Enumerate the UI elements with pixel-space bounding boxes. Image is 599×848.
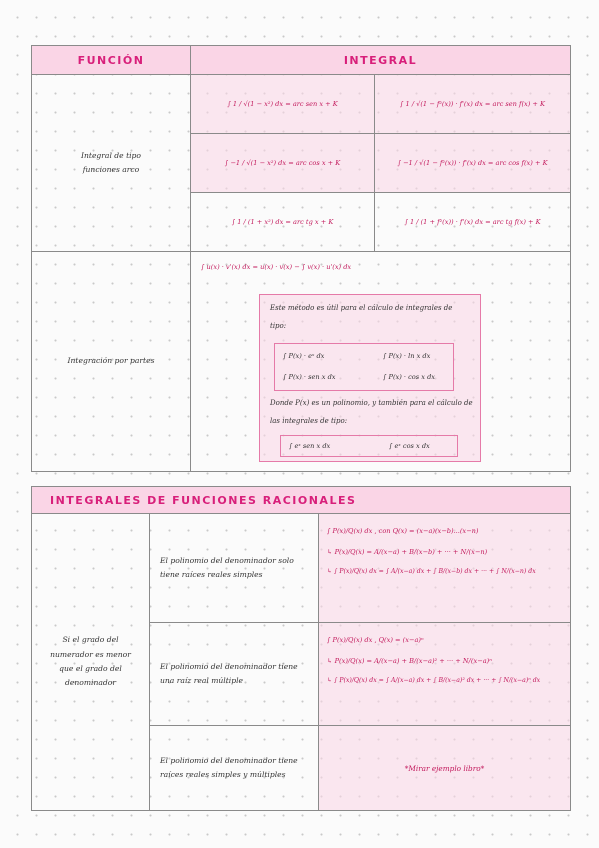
- partes-formula: ∫ u(x) · v'(x) dx = u(x) · v(x) − ∫ v(x) · u'(x) dx: [201, 263, 352, 271]
- arc-formula-6: ∫ 1 / (1 + f²(x)) · f'(x) dx = arc tg f(x) + K: [404, 217, 541, 226]
- partes-note-2: Donde P(x) es un polinomio, y también para el cálculo de las integrales de tipo:: [270, 399, 473, 425]
- partes-types2-box: [280, 435, 458, 457]
- case2-formula-cell: [318, 622, 571, 726]
- partes-type-4: ∫ P(x) · cos x dx: [383, 373, 436, 381]
- partes-types-box: [274, 343, 454, 391]
- case2-label: El polinomio del denominador tiene una raíz real múltiple: [160, 661, 298, 685]
- case1-line-3: ↳ ∫ P(x)/Q(x) dx = ∫ A/(x−a) dx + ∫ B/(x−b) dx + ··· + ∫ N/(x−n) dx: [327, 568, 536, 576]
- arc-formula-5: ∫ 1 / (1 + x²) dx = arc tg x + K: [231, 217, 334, 226]
- partes-type-2: ∫ P(x) · ln x dx: [383, 352, 431, 360]
- partes-info-box: [259, 294, 481, 462]
- header-funcion: [31, 45, 191, 75]
- case1-label: El polinomio del denominador solo tiene raíces reales simples: [160, 555, 294, 579]
- partes-type-3: ∫ P(x) · sen x dx: [283, 373, 336, 381]
- case2-line-3: ↳ ∫ P(x)/Q(x) dx = ∫ A/(x−a) dx + ∫ B/(x−a)² dx + ··· + ∫ N/(x−a)ⁿ dx: [327, 677, 541, 685]
- arc-cell-5: [190, 192, 375, 252]
- header-funcion-text: FUNCIÓN: [77, 53, 145, 67]
- case3-label-cell: [149, 725, 319, 811]
- case2-line-1: ∫ P(x)/Q(x) dx , Q(x) = (x−a)ⁿ: [327, 636, 424, 644]
- case1-line-2: ↳ P(x)/Q(x) = A/(x−a) + B/(x−b) + ··· + N/(x−n): [327, 547, 488, 556]
- arc-formula-3: ∫ −1 / √(1 − x²) dx = arc cos x + K: [224, 158, 341, 167]
- arc-cell-2: [374, 74, 571, 134]
- case2-label-cell: [149, 622, 319, 726]
- racionales-title-text: INTEGRALES DE FUNCIONES RACIONALES: [50, 493, 357, 507]
- partes-cell: [190, 251, 571, 472]
- row2-label-cell: [31, 251, 191, 472]
- case2-line-2: ↳ P(x)/Q(x) = A/(x−a) + B/(x−a)² + ··· + N/(x−a)ⁿ: [327, 656, 492, 665]
- racionales-left-label: Si el grado del numerador es menor que el grado del denominador: [50, 635, 131, 688]
- case1-formula-cell: [318, 513, 571, 623]
- header-integral-text: INTEGRAL: [343, 53, 418, 67]
- arc-cell-1: [190, 74, 375, 134]
- arc-formula-1: ∫ 1 / √(1 − x²) dx = arc sen x + K: [227, 99, 338, 108]
- arc-cell-4: [374, 133, 571, 193]
- row2-label: Integración por partes: [67, 356, 155, 366]
- case3-note-cell: [318, 725, 571, 811]
- row1-label: Integral de tipo funciones arco: [81, 150, 141, 174]
- racionales-left-cell: [31, 513, 150, 811]
- case1-label-cell: [149, 513, 319, 623]
- case3-note: *Mirar ejemplo libro*: [404, 763, 485, 773]
- arc-cell-3: [190, 133, 375, 193]
- arc-formula-2: ∫ 1 / √(1 − f²(x)) · f'(x) dx = arc sen f(x) + K: [400, 99, 545, 108]
- partes-note-1: Este método es útil para el cálculo de integrales de tipo:: [270, 304, 453, 330]
- case1-line-1: ∫ P(x)/Q(x) dx , con Q(x) = (x−a)(x−b)...(x−n): [327, 527, 479, 535]
- racionales-title: [31, 486, 571, 514]
- partes-type2-1: ∫ eˣ sen x dx: [289, 442, 331, 450]
- arc-formula-4: ∫ −1 / √(1 − f²(x)) · f'(x) dx = arc cos f(x) + K: [397, 158, 548, 167]
- arc-cell-6: [374, 192, 571, 252]
- header-integral: [190, 45, 571, 75]
- row1-label-cell: [31, 74, 191, 252]
- partes-type-1: ∫ P(x) · eˣ dx: [283, 352, 325, 360]
- case3-label: El polinomio del denominador tiene raíces reales simples y múltiples: [160, 755, 298, 779]
- partes-type2-2: ∫ eˣ cos x dx: [389, 442, 430, 450]
